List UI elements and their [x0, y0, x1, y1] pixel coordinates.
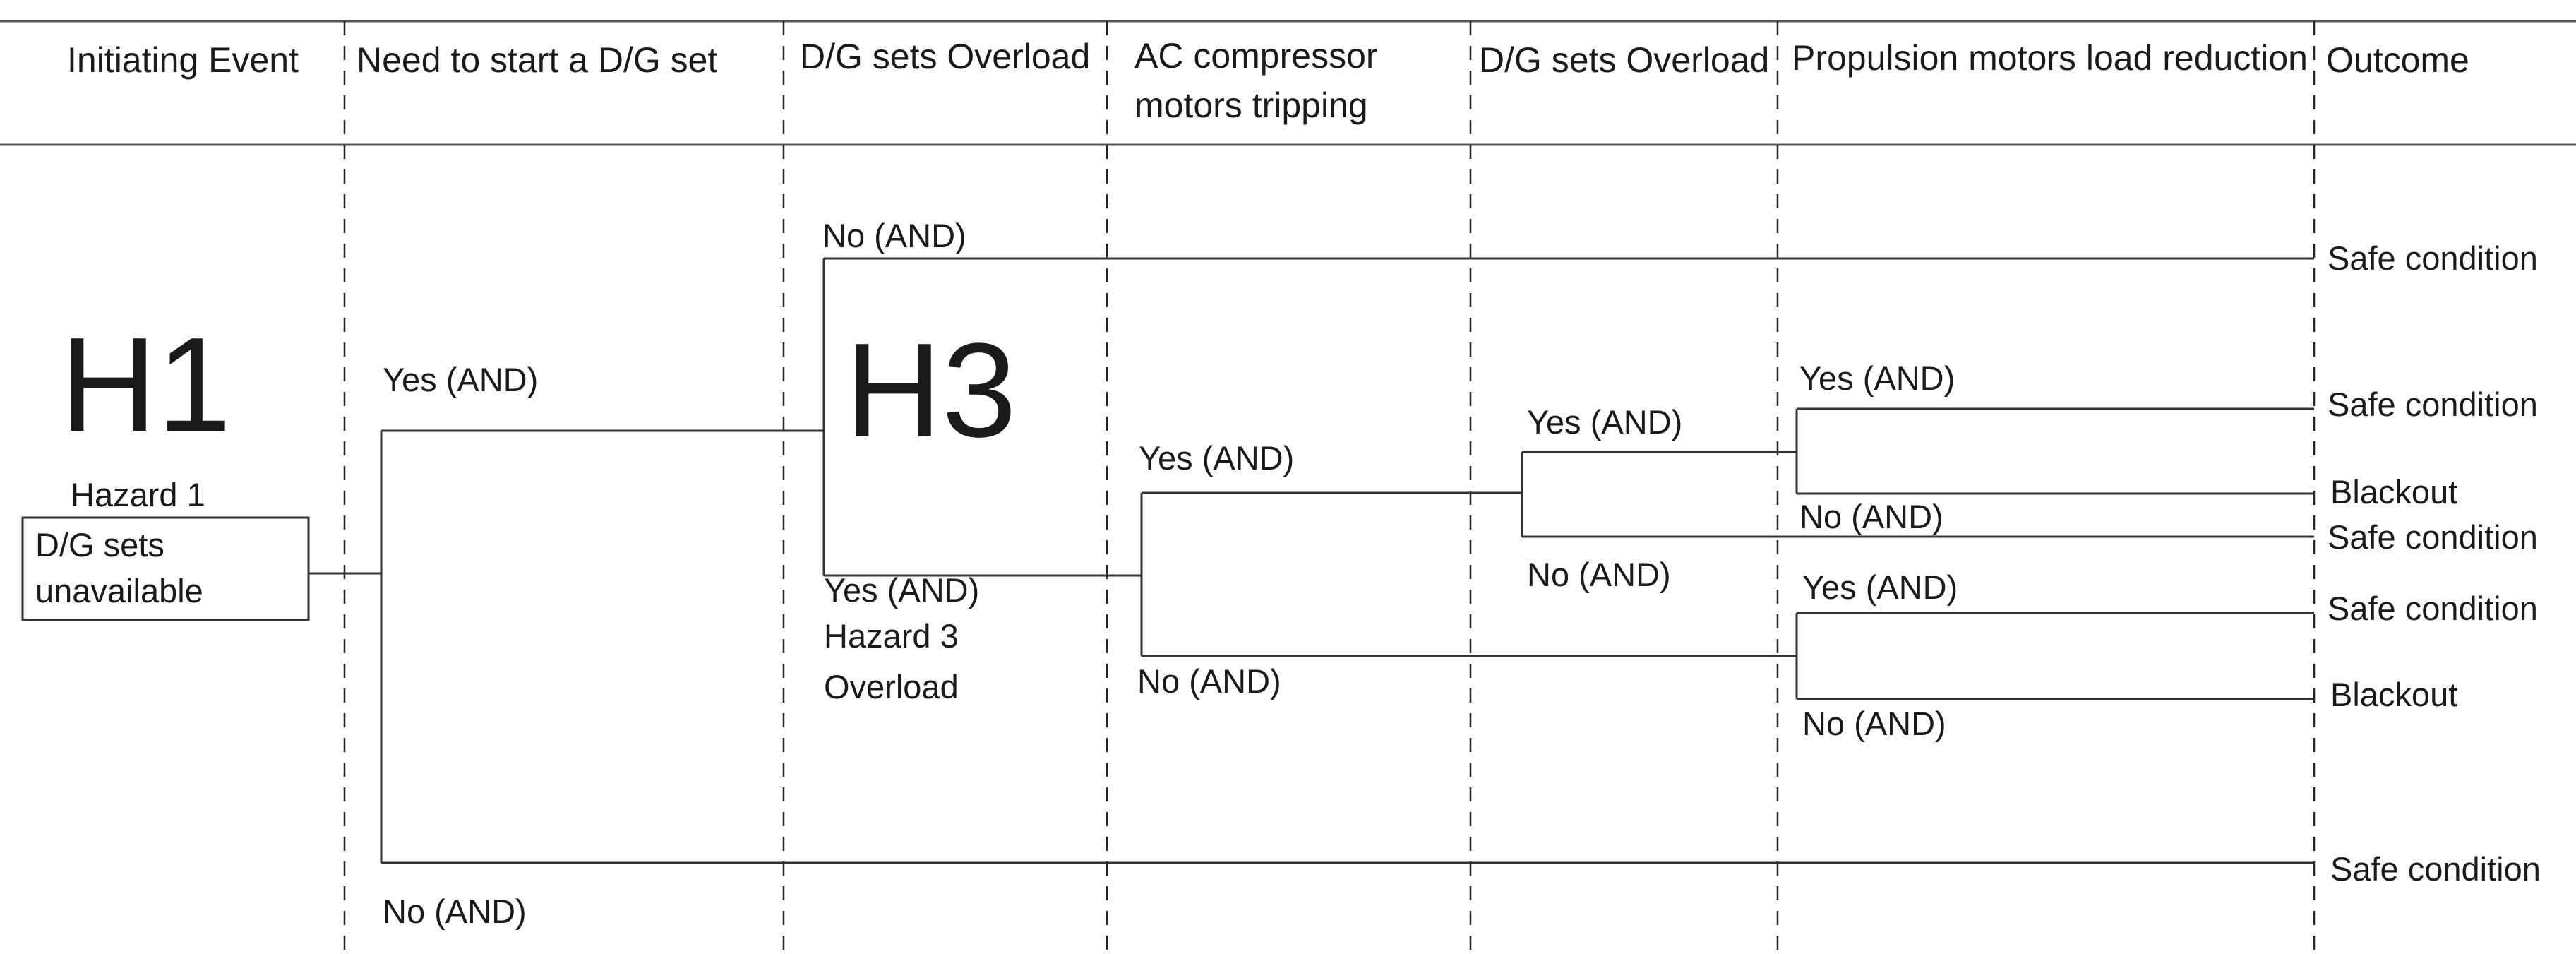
outcome-label: Safe condition [2328, 239, 2538, 277]
hazard-h3-name-line1: Hazard 3 [824, 617, 959, 655]
header-dg-overload-2: D/G sets Overload [1479, 40, 1770, 80]
hazard-h3-name-line2: Overload [824, 668, 959, 705]
label-need-yes: Yes (AND) [383, 361, 539, 398]
header-outcome: Outcome [2326, 40, 2469, 80]
initiating-event-text-line1: D/G sets [35, 526, 164, 564]
label-prop-b-no: No (AND) [1802, 705, 1946, 742]
outcome-label: Safe condition [2328, 590, 2538, 627]
label-prop-a-yes: Yes (AND) [1799, 359, 1955, 397]
hazard-h3-code: H3 [845, 316, 1017, 465]
header-dg-overload-1: D/G sets Overload [800, 37, 1091, 76]
outcome-label: Blackout [2330, 676, 2458, 713]
header-propulsion: Propulsion motors load reduction [1792, 38, 2308, 78]
label-ac-no: No (AND) [1137, 662, 1281, 700]
label-overload1-no: No (AND) [822, 217, 966, 254]
initiating-event-text-line2: unavailable [35, 572, 203, 609]
header-ac-compressor-line1: AC compressor [1134, 36, 1378, 76]
label-overload1-yes: Yes (AND) [824, 571, 980, 609]
label-overload2-no: No (AND) [1527, 556, 1671, 593]
label-prop-a-no: No (AND) [1799, 498, 1943, 535]
label-ac-yes: Yes (AND) [1139, 439, 1295, 477]
label-prop-b-yes: Yes (AND) [1802, 568, 1958, 606]
outcome-label: Blackout [2330, 473, 2458, 511]
tree-branches [308, 258, 2314, 863]
header-ac-compressor-line2: motors tripping [1134, 85, 1368, 125]
outcome-label: Safe condition [2330, 850, 2541, 888]
header-initiating-event: Initiating Event [67, 40, 299, 80]
outcome-label: Safe condition [2328, 386, 2538, 423]
label-overload2-yes: Yes (AND) [1527, 403, 1683, 441]
hazard-h1-code: H1 [60, 310, 232, 460]
hazard-h1-name: Hazard 1 [71, 476, 205, 513]
header-need-to-start: Need to start a D/G set [357, 40, 718, 80]
label-need-no: No (AND) [383, 893, 527, 930]
outcome-label: Safe condition [2328, 518, 2538, 556]
